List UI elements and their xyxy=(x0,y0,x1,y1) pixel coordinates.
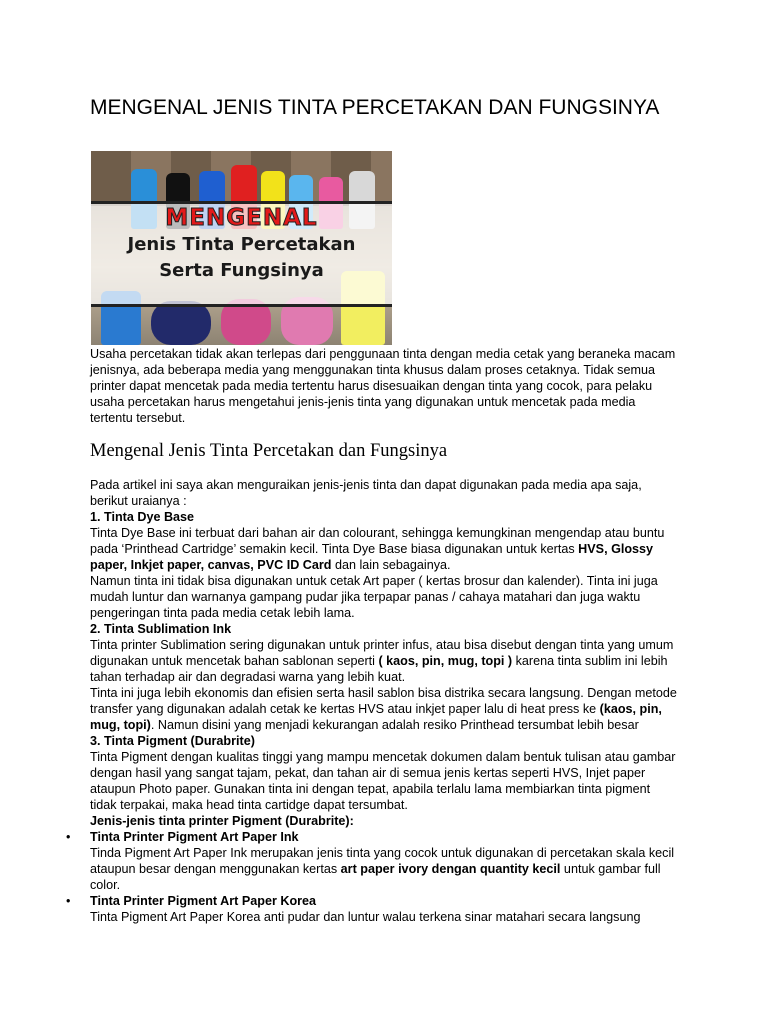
s1-paragraph-2: Namun tinta ini tidak bisa digunakan untuk cetak Art paper ( kertas brosur dan kalender). Tinta ini juga mudah luntur dan warnanya gampang pudar jika terpapar panas / cahaya matahari dan juga waktu pengeringan tinta pada media cetak lebih lama. xyxy=(90,574,658,620)
intro-paragraph: Usaha percetakan tidak akan terlepas dari penggunaan tinta dengan media cetak yang beraneka macam jenisnya, ada beberapa media yang menggunakan tinta khusus dalam proses cetaknya. Tidak semua printer dapat mencetak pada media tertentu harus disesuaikan dengan tinta yang cocok, para pelaku usaha percetakan harus mengetahui jenis-jenis tinta yang digunakan untuk mencetak pada media tertentu tersebut. xyxy=(90,347,676,425)
s3-heading: 3. Tinta Pigment (Durabrite) xyxy=(90,734,255,748)
s3-subheading: Jenis-jenis tinta printer Pigment (Durabrite): xyxy=(90,814,354,828)
article-body xyxy=(90,346,680,925)
hero-subtitle-2: Serta Fungsinya xyxy=(159,260,324,281)
lead-paragraph: Pada artikel ini saya akan menguraikan jenis-jenis tinta dan dapat digunakan pada media apa saja, berikut uraianya : xyxy=(90,478,642,508)
page-title: MENGENAL JENIS TINTA PERCETAKAN DAN FUNGSINYA xyxy=(90,96,660,119)
s1-paragraph-1: Tinta Dye Base ini terbuat dari bahan air dan colourant, sehingga kemungkinan mengendap atau buntu pada ‘Printhead Cartridge’ semakin kecil. Tinta Dye Base biasa digunakan untuk kertas HVS, Glossy paper, Inkjet paper, canvas, PVC ID Card dan lain sebagainya. xyxy=(90,526,665,572)
pigment-list xyxy=(90,829,680,925)
hero-subtitle-1: Jenis Tinta Percetakan xyxy=(127,234,356,255)
hero-image xyxy=(91,151,392,345)
list-item: • Tinta Printer Pigment Art Paper Korea Tinta Pigment Art Paper Korea anti pudar dan luntur walau terkena sinar matahari secara langsung xyxy=(90,893,680,925)
s2-paragraph-2: Tinta ini juga lebih ekonomis dan efisien serta hasil sablon bisa distrika secara langsung. Dengan metode transfer yang digunakan adalah cetak ke kertas HVS atau inkjet paper lalu di heat press ke (kaos, pin, mug, topi). Namun disini yang menjadi kekurangan adalah resiko Printhead tersumbat lebih besar xyxy=(90,686,677,732)
s3-paragraph: Tinta Pigment dengan kualitas tinggi yang mampu mencetak dokumen dalam bentuk tulisan atau gambar dengan hasil yang sangat tajam, pekat, dan tahan air di semua jenis kertas seperti HVS, Injet paper ataupun Photo paper. Gunakan tinta ini dengan tepat, apabila terlalu lama membiarkan tinta pigment tidak terpakai, maka head tinta cartidge dapat tersumbat. xyxy=(90,750,676,812)
s1-heading: 1. Tinta Dye Base xyxy=(90,510,195,524)
s2-heading: 2. Tinta Sublimation Ink xyxy=(90,622,232,636)
s2-paragraph-1: Tinta printer Sublimation sering digunakan untuk printer infus, atau bisa disebut dengan tinta yang umum digunakan untuk mencetak bahan sablonan seperti ( kaos, pin, mug, topi ) karena tinta sublim ini lebih tahan terhadap air dan degradasi warna yang lebih kuat. xyxy=(90,638,674,684)
list-item: • Tinta Printer Pigment Art Paper Ink Tinda Pigment Art Paper Ink merupakan jenis tinta yang cocok untuk digunakan di percetakan skala kecil ataupun besar dengan menggunakan kertas art paper ivory dengan quantity kecil untuk gambar full color. xyxy=(90,829,680,893)
section-heading: Mengenal Jenis Tinta Percetakan dan Fungsinya xyxy=(90,441,448,461)
hero-title: MENGENAL xyxy=(165,205,318,231)
